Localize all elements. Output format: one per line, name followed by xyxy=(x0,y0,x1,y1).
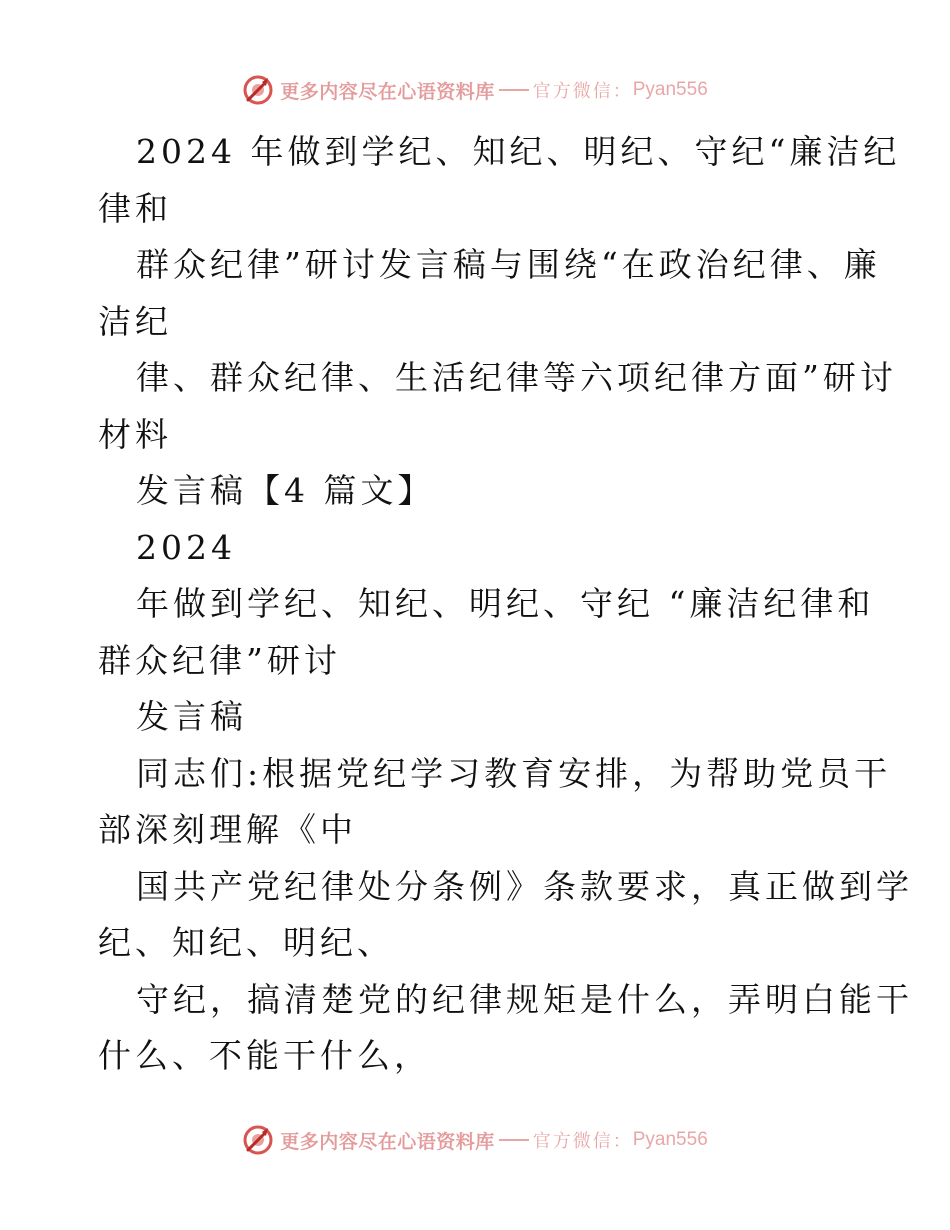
brand-logo-icon xyxy=(242,74,274,106)
header-dash xyxy=(499,89,529,91)
text-line: 同志们:根据党纪学习教育安排，为帮助党员干 xyxy=(136,753,892,793)
text-line: 年做到学纪、知纪、明纪、守纪 “廉洁纪律和 xyxy=(136,584,875,623)
header-watermark-banner xyxy=(0,70,950,110)
text-line: 纪、知纪、明纪、 xyxy=(98,923,394,962)
text-line: 部深刻理解《中 xyxy=(98,810,357,849)
footer-watermark-banner xyxy=(0,1120,950,1160)
text-line: 守纪，搞清楚党的纪律规矩是什么，弄明白能干 xyxy=(136,979,913,1019)
footer-slogan: 更多内容尽在心语资料库 xyxy=(280,1130,495,1153)
text-line: 洁纪 xyxy=(98,301,172,341)
text-line: 国共产党纪律处分条例》条款要求，真正做到学 xyxy=(136,866,913,906)
text-line: 2024 年做到学纪、知纪、明纪、守纪“廉洁纪 xyxy=(136,132,901,171)
header-slogan: 更多内容尽在心语资料库 xyxy=(280,80,495,103)
text-line: 2024 xyxy=(136,527,236,567)
text-line: 什么、不能干什么， xyxy=(98,1036,431,1075)
footer-wechat-id: Pyan556 xyxy=(632,1129,708,1150)
brand-logo-icon xyxy=(242,1124,274,1156)
header-wechat-id: Pyan556 xyxy=(632,79,708,100)
text-line: 发言稿 xyxy=(136,697,247,736)
text-line: 群众纪律”研讨发言稿与围绕“在政治纪律、廉 xyxy=(136,245,881,284)
footer-wechat-label: 官方微信： xyxy=(532,1131,633,1152)
footer-dash xyxy=(499,1139,529,1141)
text-line: 律和 xyxy=(98,188,172,228)
header-wechat-label: 官方微信： xyxy=(532,81,633,102)
text-line: 律、群众纪律、生活纪律等六项纪律方面”研讨 xyxy=(136,358,897,397)
text-line: 材料 xyxy=(98,414,172,454)
text-line: 发言稿【4 篇文】 xyxy=(136,471,435,510)
document-body xyxy=(98,124,913,1085)
text-line: 群众纪律”研讨 xyxy=(98,640,341,680)
